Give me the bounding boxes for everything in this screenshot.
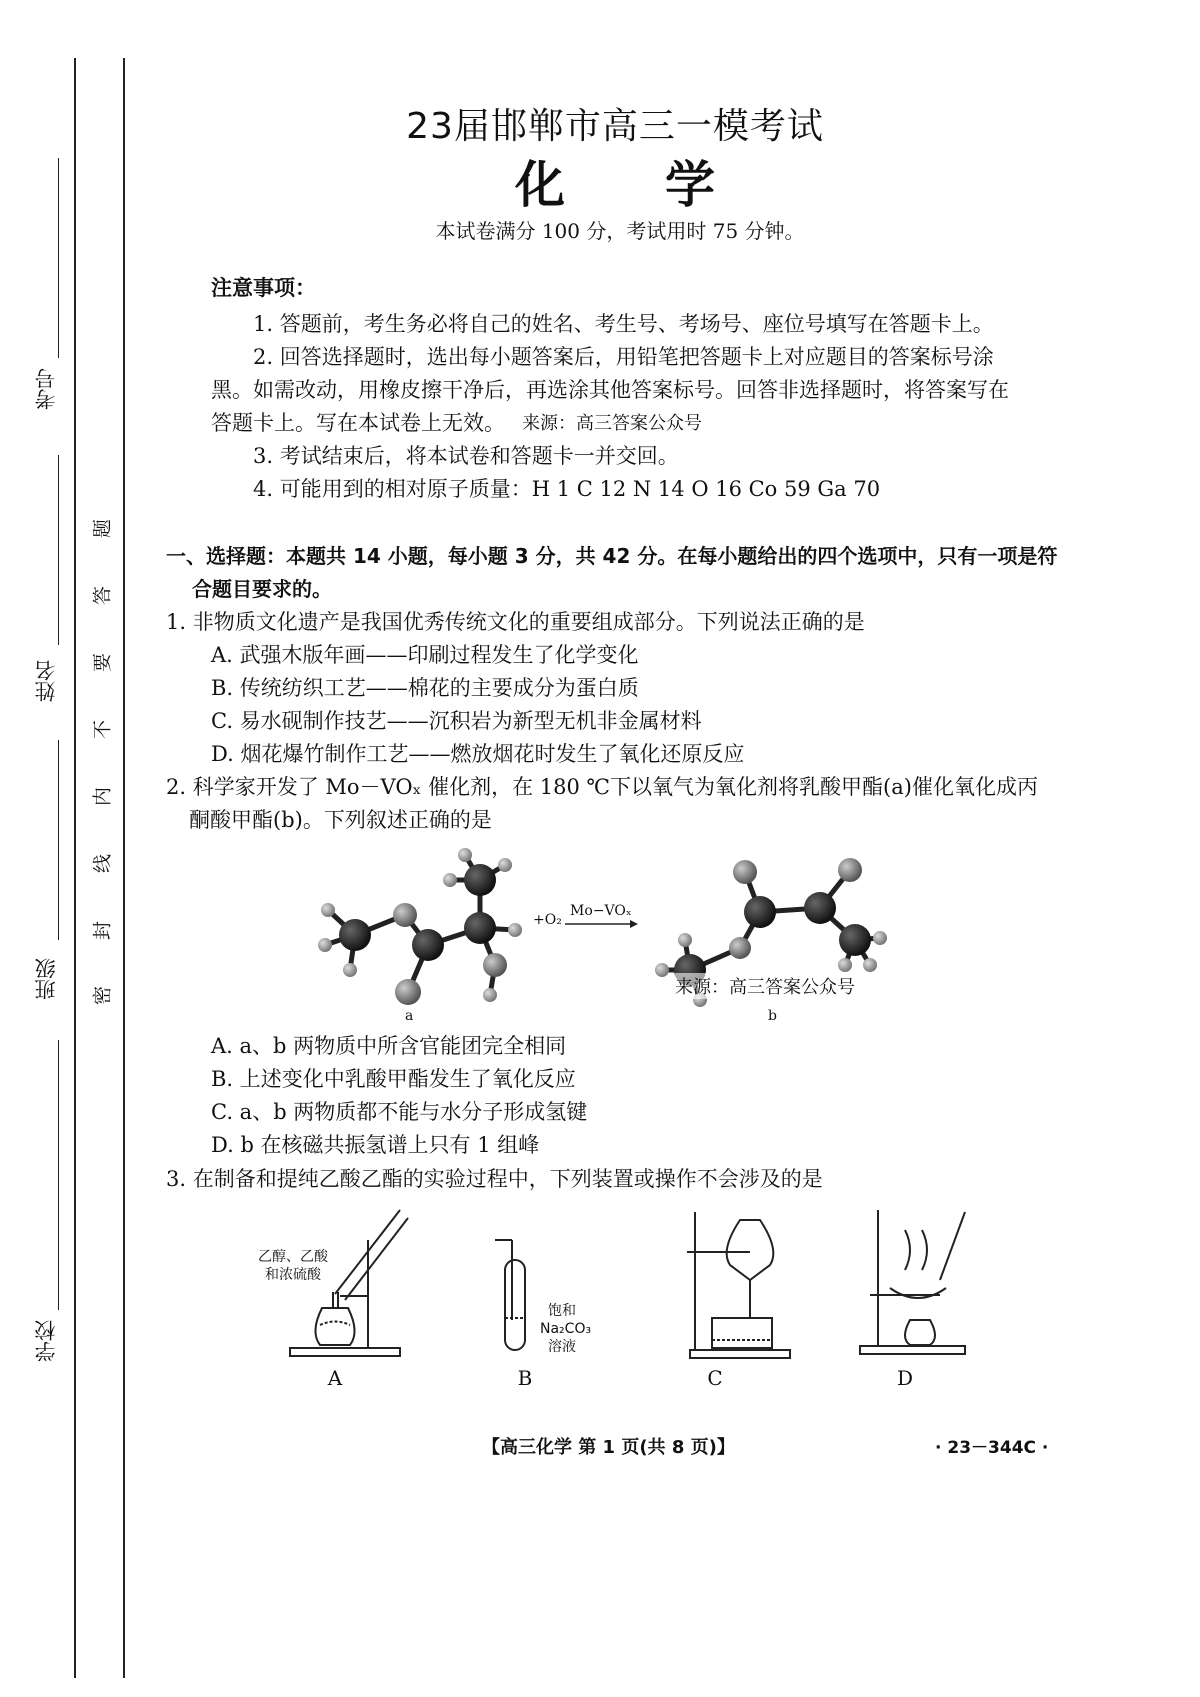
- q1-option-c: C. 易水砚制作技艺——沉积岩为新型无机非金属材料: [211, 709, 702, 733]
- source-watermark: 来源：高三答案公众号: [522, 413, 702, 434]
- section-heading: 一、选择题：本题共 14 小题，每小题 3 分，共 42 分。在每小题给出的四个选项中，只有一项是符: [166, 544, 1058, 568]
- section-heading-cont: 合题目要求的。: [192, 577, 332, 601]
- apparatus-a-label: A: [327, 1366, 343, 1390]
- class-label: 班级: [34, 958, 58, 1000]
- apparatus-b-note-3: 溶液: [548, 1339, 576, 1355]
- q1-option-b: B. 传统纺织工艺——棉花的主要成分为蛋白质: [211, 676, 639, 700]
- paper-code: · 23－344C ·: [935, 1438, 1049, 1458]
- q3-stem: 3. 在制备和提纯乙酸乙酯的实验过程中，下列装置或操作不会涉及的是: [166, 1167, 823, 1191]
- exam-number-line-lower: [58, 455, 59, 645]
- notice-item-2: 2. 回答选择题时，选出每小题答案后，用铅笔把答题卡上对应题目的答案标号涂: [253, 345, 994, 369]
- notice-heading: 注意事项：: [211, 276, 316, 300]
- margin-outer-line: [74, 58, 76, 1678]
- seal-char: 线: [91, 854, 114, 874]
- seal-char: 不: [91, 720, 114, 740]
- school-label: 学校: [34, 1320, 58, 1362]
- exam-number-label: 考号: [34, 368, 58, 410]
- apparatus-b-note-1: 饱和: [548, 1303, 576, 1319]
- molecule-b-label: b: [768, 1008, 777, 1024]
- seal-char: 封: [91, 921, 114, 941]
- notice-item-2-cont: 答题卡上。写在本试卷上无效。: [211, 411, 505, 435]
- subject-title: 化学: [515, 156, 815, 214]
- q1-stem: 1. 非物质文化遗产是我国优秀传统文化的重要组成部分。下列说法正确的是: [166, 610, 865, 634]
- apparatus-c-label: C: [707, 1366, 723, 1390]
- notice-item-3: 3. 考试结束后，将本试卷和答题卡一并交回。: [253, 444, 679, 468]
- q2-option-a: A. a、b 两物质中所含官能团完全相同: [211, 1034, 567, 1058]
- name-label: 姓名: [34, 660, 58, 702]
- q2-option-d: D. b 在核磁共振氢谱上只有 1 组峰: [211, 1133, 540, 1157]
- notice-item-2-cont: 黑。如需改动，用橡皮擦干净后，再选涂其他答案标号。回答非选择题时，将答案写在: [211, 378, 1009, 402]
- q2-stem: 2. 科学家开发了 Mo－VOₓ 催化剂，在 180 ℃下以氧气为氧化剂将乳酸甲酯(a)催化氧化成丙: [166, 775, 1038, 799]
- exam-info: 本试卷满分 100 分，考试用时 75 分钟。: [435, 219, 805, 243]
- name-line: [58, 740, 59, 940]
- class-line: [58, 1040, 59, 1310]
- margin-inner-line: [123, 58, 125, 1678]
- seal-char: 要: [91, 653, 114, 673]
- apparatus-d-label: D: [896, 1366, 914, 1390]
- notice-item-1: 1. 答题前，考生务必将自己的姓名、考生号、考场号、座位号填写在答题卡上。: [253, 312, 994, 336]
- apparatus-b-label: B: [517, 1366, 533, 1390]
- apparatus-figure: [250, 1200, 990, 1370]
- figure-watermark: 来源：高三答案公众号: [675, 973, 855, 999]
- apparatus-a-note: 乙醇、乙酸 和浓硫酸: [258, 1249, 328, 1283]
- seal-char: 密: [91, 986, 114, 1006]
- seal-char: 题: [91, 519, 114, 539]
- seal-char: 答: [91, 586, 114, 606]
- q2-stem-cont: 酮酸甲酯(b)。下列叙述正确的是: [189, 808, 492, 832]
- seal-char: 内: [91, 787, 114, 807]
- q2-option-b: B. 上述变化中乳酸甲酯发生了氧化反应: [211, 1067, 576, 1091]
- apparatus-b-note-2: Na₂CO₃: [540, 1321, 592, 1337]
- notice-item-4: 4. 可能用到的相对原子质量：H 1 C 12 N 14 O 16 Co 59 Ga 70: [253, 477, 881, 501]
- reaction-reagent: +O₂: [533, 912, 562, 928]
- reaction-catalyst: Mo−VOₓ: [570, 903, 632, 919]
- molecule-reaction-figure: [300, 840, 920, 1030]
- exam-title: 23届邯郸市高三一模考试: [406, 106, 824, 147]
- page-footer: 【高三化学 第 1 页(共 8 页)】: [482, 1437, 735, 1458]
- q1-option-d: D. 烟花爆竹制作工艺——燃放烟花时发生了氧化还原反应: [211, 742, 745, 766]
- q1-option-a: A. 武强木版年画——印刷过程发生了化学变化: [211, 643, 639, 667]
- molecule-a-label: a: [405, 1008, 414, 1024]
- q2-option-c: C. a、b 两物质都不能与水分子形成氢键: [211, 1100, 588, 1124]
